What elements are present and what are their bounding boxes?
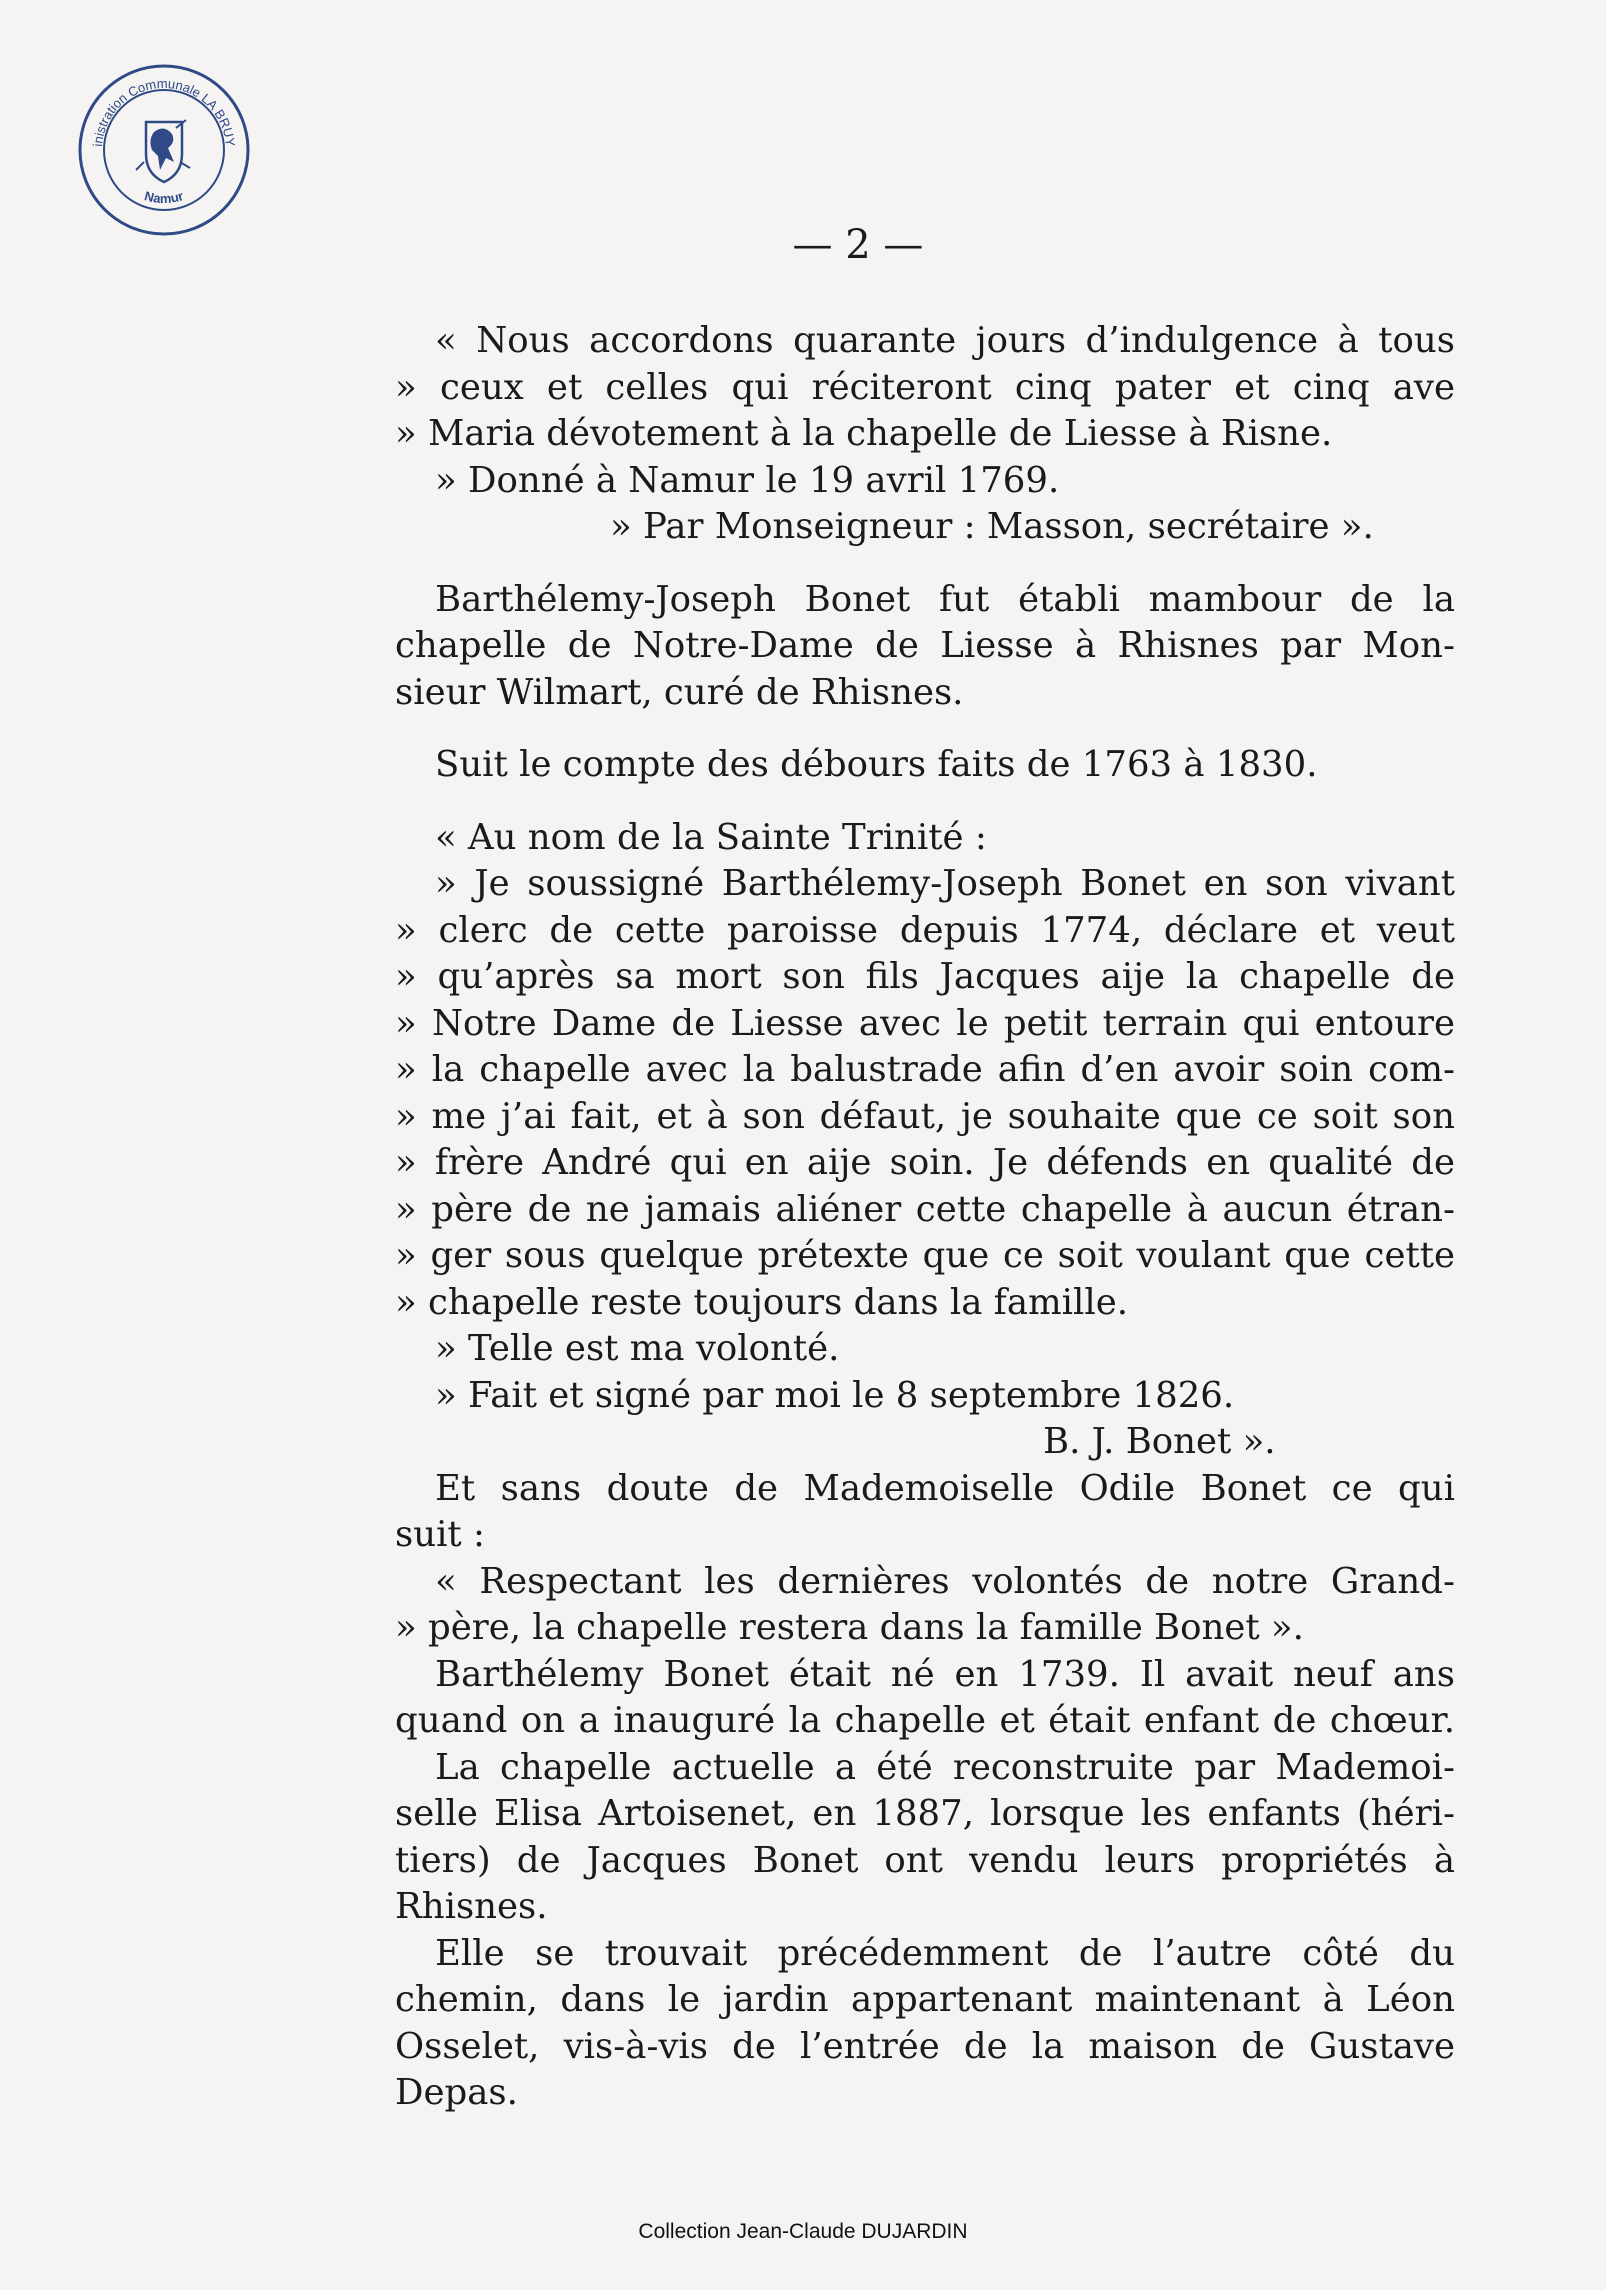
text-line: « Au nom de la Sainte Trinité : <box>435 816 987 858</box>
commune-seal-stamp <box>76 62 252 238</box>
text-line: » me j’ai fait, et à son défaut, je souhaite que ce soit son <box>395 1095 1455 1137</box>
text-line: selle Elisa Artoisenet, en 1887, lorsque les enfants (héri- <box>395 1793 1455 1834</box>
text-line: » chapelle reste toujours dans la famille. <box>395 1281 1129 1323</box>
text-line: » ger sous quelque prétexte que ce soit voulant que cette <box>395 1235 1455 1276</box>
text-line: quand on a inauguré la chapelle et était enfant de chœur. <box>395 1700 1455 1741</box>
text-line: » Donné à Namur le 19 avril 1769. <box>435 459 1060 501</box>
seal-icon <box>76 62 252 238</box>
text-line: chapelle de Notre-Dame de Liesse à Rhisnes par Mon- <box>395 625 1455 666</box>
text-line: Osselet, vis-à-vis de l’entrée de la maison de Gustave <box>395 2025 1455 2067</box>
text-line: » frère André qui en aije soin. Je défends en qualité de <box>395 1142 1455 1183</box>
page-number: — 2 — <box>792 222 924 268</box>
text-line: « Respectant les dernières volontés de notre Grand- <box>435 1560 1455 1602</box>
text-line: Barthélemy Bonet était né en 1739. Il avait neuf ans <box>435 1653 1455 1695</box>
text-line: « Nous accordons quarante jours d’indulgence à tous <box>435 320 1455 361</box>
paragraph-gap <box>395 716 1455 742</box>
text-line: » Telle est ma volonté. <box>435 1328 840 1369</box>
text-line: » Notre Dame de Liesse avec le petit terrain qui entoure <box>395 1002 1455 1044</box>
svg-text:Namur: Namur <box>142 188 186 207</box>
svg-text:Administration Communale LA BR: inistration Communale LA BRUY <box>90 75 238 148</box>
text-line: B. J. Bonet ». <box>1043 1421 1276 1462</box>
body-text <box>395 318 1455 2117</box>
text-line: » ceux et celles qui réciteront cinq pater et cinq ave <box>395 366 1455 408</box>
text-line: suit : <box>395 1514 485 1555</box>
text-line: » la chapelle avec la balustrade afin d’en avoir soin com- <box>395 1049 1455 1090</box>
text-line: » Par Monseigneur : Masson, secrétaire ». <box>610 506 1374 547</box>
text-line: » père de ne jamais aliéner cette chapelle à aucun étran- <box>395 1188 1455 1230</box>
text-line: Suit le compte des débours faits de 1763 à 1830. <box>435 744 1318 785</box>
text-line: » Je soussigné Barthélemy-Joseph Bonet en son vivant <box>435 863 1455 904</box>
text-line: Barthélemy-Joseph Bonet fut établi mambour de la <box>435 578 1455 620</box>
text-line: » qu’après sa mort son fils Jacques aije la chapelle de <box>395 956 1455 997</box>
text-line: chemin, dans le jardin appartenant maintenant à Léon <box>395 1979 1455 2020</box>
text-line: » Maria dévotement à la chapelle de Liesse à Risne. <box>395 413 1333 454</box>
text-line: Et sans doute de Mademoiselle Odile Bonet ce qui <box>435 1467 1455 1509</box>
paragraph-gap <box>395 789 1455 815</box>
text-line: » Fait et signé par moi le 8 septembre 1826. <box>435 1374 1235 1416</box>
text-line: Elle se trouvait précédemment de l’autre côté du <box>435 1932 1455 1974</box>
text-line: Rhisnes. <box>395 1886 548 1927</box>
collection-credit: Collection Jean-Claude DUJARDIN <box>638 2220 968 2243</box>
text-line: » clerc de cette paroisse depuis 1774, déclare et veut <box>395 909 1455 951</box>
text-line: sieur Wilmart, curé de Rhisnes. <box>395 671 964 713</box>
text-line: tiers) de Jacques Bonet ont vendu leurs propriétés à <box>395 1839 1455 1881</box>
text-line: La chapelle actuelle a été reconstruite par Mademoi- <box>435 1746 1455 1788</box>
paragraph-gap <box>395 551 1455 577</box>
text-line: Depas. <box>395 2072 518 2113</box>
text-line: » père, la chapelle restera dans la famille Bonet ». <box>395 1607 1304 1648</box>
